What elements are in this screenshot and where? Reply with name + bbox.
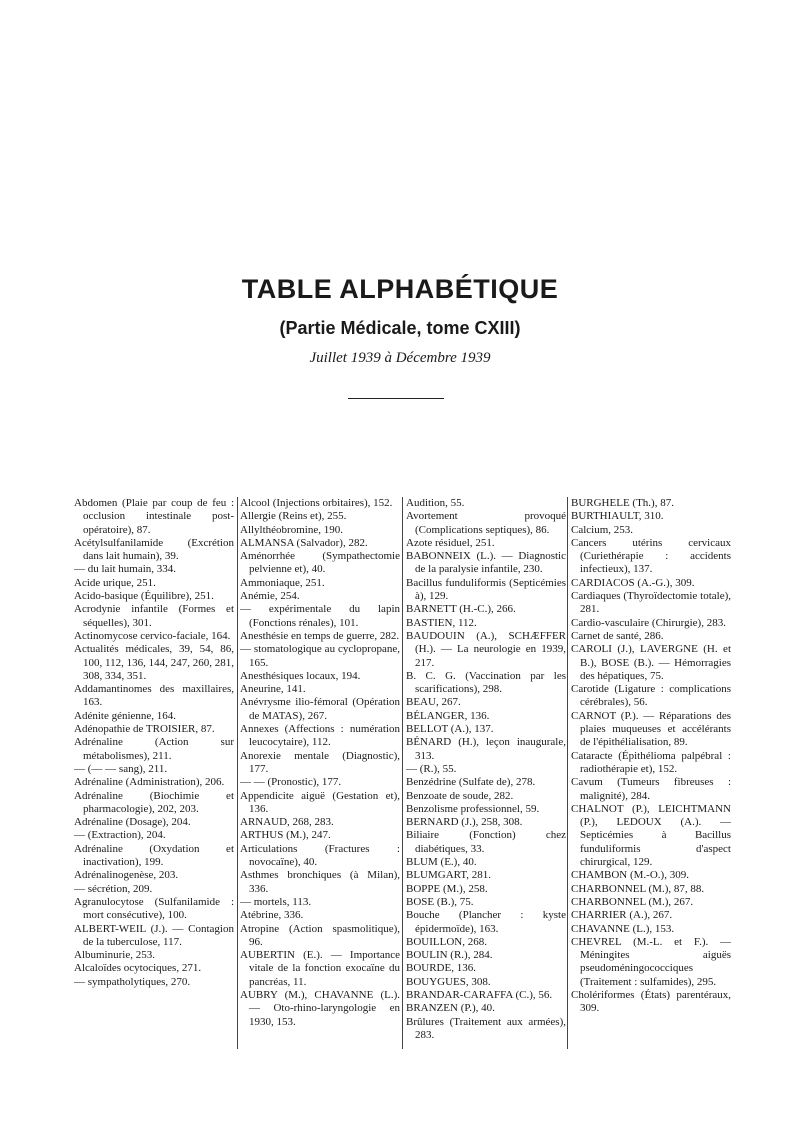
- index-entry: Carotide (Ligature : complications cérébrales), 56.: [571, 683, 731, 709]
- index-entry: BEAU, 267.: [406, 696, 461, 709]
- index-entry: BERNARD (J.), 258, 308.: [406, 816, 523, 829]
- index-entry: BRANZEN (P.), 40.: [406, 1002, 495, 1015]
- index-entry: Anémie, 254.: [240, 590, 300, 603]
- index-entry: BOSE (B.), 75.: [406, 895, 474, 908]
- index-entry: Benzédrine (Sulfate de), 278.: [406, 776, 536, 789]
- index-entry: AUBERTIN (E.). — Importance vitale de la fonction exocaïne du pancréas, 11.: [240, 949, 400, 988]
- column-separator: [237, 497, 238, 1049]
- index-entry: — (— — sang), 211.: [74, 762, 168, 775]
- index-entry: BOURDE, 136.: [406, 962, 476, 975]
- index-entry: CHAMBON (M.-O.), 309.: [571, 869, 689, 882]
- index-entry: BOUYGUES, 308.: [406, 975, 491, 988]
- index-entry: Asthmes bronchiques (à Milan), 336.: [240, 869, 400, 895]
- index-column-3: [406, 497, 566, 1051]
- index-entry: Actualités médicales, 39, 54, 86, 100, 112, 136, 144, 247, 260, 281, 308, 334, 351.: [74, 643, 234, 682]
- index-entry: — stomatologique au cyclopropane, 165.: [240, 643, 400, 669]
- index-entry: CHARRIER (A.), 267.: [571, 909, 673, 922]
- index-entry: Adrénaline (Oxydation et inactivation), 199.: [74, 842, 234, 869]
- index-entry: BURGHELE (Th.), 87.: [571, 497, 674, 509]
- index-entry: Allylthéobromine, 190.: [240, 523, 343, 536]
- index-entry: — sympatholytiques, 270.: [74, 975, 191, 988]
- index-entry: Aménorrhée (Sympathectomie pelvienne et), 40.: [240, 550, 400, 576]
- index-entry: Agranulocytose (Sulfanilamide : mort consécutive), 100.: [74, 895, 234, 922]
- index-entry: BOUILLON, 268.: [406, 935, 487, 948]
- index-entry: CHEVREL (M.-L. et F.). — Méningites aiguës pseudoméningococciques (Traitement : sulfamides), 295.: [571, 935, 731, 988]
- index-entry: BLUMGART, 281.: [406, 869, 491, 882]
- index-entry: BABONNEIX (L.). — Diagnostic de la paralysie infantile, 230.: [406, 550, 566, 576]
- index-entry: Anévrysme ilio-fémoral (Opération de MATAS), 267.: [240, 696, 400, 722]
- index-entry: Actinomycose cervico-faciale, 164.: [74, 629, 231, 642]
- index-entry: Bouche (Plancher : kyste épidermoïde), 163.: [406, 909, 566, 935]
- index-entry: BELLOT (A.), 137.: [406, 723, 494, 736]
- index-entry: BÉNARD (H.), leçon inaugurale, 313.: [406, 736, 566, 762]
- index-entry: CHALNOT (P.), LEICHTMANN (P.), LEDOUX (A.). — Septicémies à Bacillus funduliformis d'aspect chirurgical, 129.: [571, 802, 731, 869]
- index-entry: Addamantinomes des maxillaires, 163.: [74, 683, 234, 709]
- index-entry: Cholériformes (États) parentéraux, 309.: [571, 988, 731, 1015]
- index-entry: Cataracte (Épithélioma palpébral : radiothérapie et), 152.: [571, 749, 731, 775]
- index-entry: Adrénalinogenèse, 203.: [74, 869, 179, 882]
- index-entry: Alcool (Injections orbitaires), 152.: [240, 497, 393, 509]
- index-entry: Cardio-vasculaire (Chirurgie), 283.: [571, 616, 726, 629]
- index-entry: Benzoate de soude, 282.: [406, 789, 514, 802]
- page-title: TABLE ALPHABÉTIQUE: [241, 274, 559, 304]
- index-entry: Carnet de santé, 286.: [571, 629, 664, 642]
- index-entry: Allergie (Reins et), 255.: [240, 510, 347, 523]
- index-entry: CHARBONNEL (M.), 267.: [571, 895, 694, 908]
- index-columns: [74, 497, 734, 1057]
- title-divider: [348, 398, 444, 399]
- index-entry: Audition, 55.: [406, 497, 465, 509]
- index-entry: CHARBONNEL (M.), 87, 88.: [571, 882, 705, 895]
- index-entry: Ammoniaque, 251.: [240, 576, 325, 589]
- index-entry: BURTHIAULT, 310.: [571, 510, 664, 523]
- index-entry: CAROLI (J.), LAVERGNE (H. et B.), BOSE (B.). — Hémorragies des hépatiques, 75.: [571, 643, 731, 682]
- index-entry: Acétylsulfanilamide (Excrétion dans lait humain), 39.: [74, 536, 234, 563]
- date-range: Juillet 1939 à Décembre 1939: [309, 350, 491, 366]
- index-entry: BOULIN (R.), 284.: [406, 949, 493, 962]
- index-entry: Benzolisme professionnel, 59.: [406, 802, 540, 815]
- index-column-1: [74, 497, 234, 1051]
- index-entry: ARTHUS (M.), 247.: [240, 829, 331, 842]
- index-entry: Adénite génienne, 164.: [74, 709, 177, 722]
- index-entry: — expérimentale du lapin (Fonctions rénales), 101.: [240, 603, 400, 629]
- index-entry: CARDIACOS (A.-G.), 309.: [571, 576, 695, 589]
- index-entry: BAUDOUIN (A.), SCHÆFFER (H.). — La neurologie en 1939, 217.: [406, 629, 566, 669]
- index-entry: Adrénaline (Dosage), 204.: [74, 816, 191, 829]
- index-entry: Atropine (Action spasmolitique), 96.: [240, 922, 400, 948]
- index-entry: — du lait humain, 334.: [74, 563, 177, 576]
- index-entry: Brûlures (Traitement aux armées), 283.: [406, 1015, 566, 1041]
- index-entry: Adénopathie de TROISIER, 87.: [74, 723, 215, 736]
- index-entry: Cardiaques (Thyroïdectomie totale), 281.: [571, 590, 731, 616]
- index-entry: Articulations (Fractures : novocaïne), 40.: [240, 842, 400, 869]
- index-entry: BLUM (E.), 40.: [406, 856, 477, 869]
- index-entry: Avortement provoqué (Complications septiques), 86.: [406, 510, 566, 536]
- index-entry: Anorexie mentale (Diagnostic), 177.: [240, 749, 400, 775]
- index-entry: Azote résiduel, 251.: [406, 536, 495, 549]
- index-entry: BOPPE (M.), 258.: [406, 882, 488, 895]
- column-separator: [402, 497, 403, 1049]
- index-entry: Adrénaline (Administration), 206.: [74, 776, 225, 789]
- index-entry: Abdomen (Plaie par coup de feu : occlusion intestinale post-opératoire), 87.: [74, 497, 234, 536]
- index-entry: Anesthésiques locaux, 194.: [240, 669, 361, 682]
- index-entry: Appendicite aiguë (Gestation et), 136.: [240, 789, 400, 815]
- index-entry: CHAVANNE (L.), 153.: [571, 922, 675, 935]
- index-entry: Acido-basique (Équilibre), 251.: [74, 590, 214, 603]
- index-entry: BRANDAR-CARAFFA (C.), 56.: [406, 988, 553, 1001]
- index-entry: Anesthésie en temps de guerre, 282.: [240, 629, 400, 642]
- index-entry: Atébrine, 336.: [240, 909, 304, 922]
- index-entry: B. C. G. (Vaccination par les scarifications), 298.: [406, 669, 566, 696]
- index-entry: BARNETT (H.-C.), 266.: [406, 603, 516, 616]
- index-column-4: [571, 497, 731, 1051]
- index-entry: AUBRY (M.), CHAVANNE (L.). — Oto-rhino-laryngologie en 1930, 153.: [240, 988, 400, 1028]
- column-separator: [567, 497, 568, 1049]
- index-entry: BASTIEN, 112.: [406, 616, 477, 629]
- index-entry: — (Extraction), 204.: [74, 829, 166, 842]
- index-entry: Acrodynie infantile (Formes et séquelles), 301.: [74, 603, 234, 629]
- index-entry: ARNAUD, 268, 283.: [240, 816, 334, 829]
- index-entry: Aneurine, 141.: [240, 683, 306, 696]
- index-entry: Adrénaline (Biochimie et pharmacologie), 202, 203.: [74, 789, 234, 815]
- index-entry: Calcium, 253.: [571, 523, 634, 536]
- index-entry: ALMANSA (Salvador), 282.: [240, 536, 368, 549]
- index-entry: Adrénaline (Action sur métabolismes), 211.: [74, 736, 234, 762]
- index-entry: Albuminurie, 253.: [74, 949, 155, 962]
- index-entry: Cavum (Tumeurs fibreuses : malignité), 284.: [571, 776, 731, 802]
- index-entry: — (R.), 55.: [406, 762, 457, 775]
- index-entry: Alcaloïdes ocytociques, 271.: [74, 962, 202, 975]
- index-entry: BÉLANGER, 136.: [406, 709, 490, 722]
- index-entry: Biliaire (Fonction) chez diabétiques, 33.: [406, 829, 566, 855]
- index-entry: Cancers utérins cervicaux (Curiethérapie : accidents infectieux), 137.: [571, 536, 731, 576]
- index-entry: Acide urique, 251.: [74, 576, 156, 589]
- index-entry: — mortels, 113.: [240, 895, 312, 908]
- index-entry: Bacillus funduliformis (Septicémies à), 129.: [406, 576, 566, 603]
- index-entry: — — (Pronostic), 177.: [240, 776, 342, 789]
- index-column-2: [240, 497, 400, 1051]
- index-entry: ALBERT-WEIL (J.). — Contagion de la tuberculose, 117.: [74, 922, 234, 948]
- index-entry: Annexes (Affections : numération leucocytaire), 112.: [240, 723, 400, 749]
- index-entry: — sécrétion, 209.: [74, 882, 153, 895]
- index-entry: CARNOT (P.). — Réparations des plaies muqueuses et accélérants de l'épithélialisation, 89.: [571, 709, 731, 749]
- page-subtitle: (Partie Médicale, tome CXIII): [279, 318, 521, 338]
